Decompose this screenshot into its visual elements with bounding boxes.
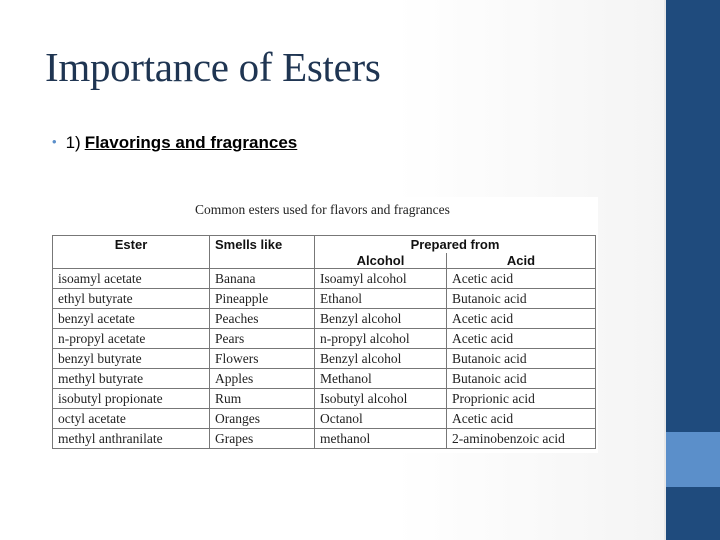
cell-smell: Peaches (210, 309, 315, 329)
cell-smell: Oranges (210, 409, 315, 429)
cell-ester: isobutyl propionate (53, 389, 210, 409)
cell-alcohol: n-propyl alcohol (315, 329, 447, 349)
table-row (53, 429, 596, 449)
header-ester: Ester (53, 236, 210, 254)
cell-ester: benzyl butyrate (53, 349, 210, 369)
bullet-dot-icon: • (52, 134, 57, 149)
cell-smell: Apples (210, 369, 315, 389)
cell-alcohol: Isoamyl alcohol (315, 269, 447, 289)
cell-ester: isoamyl acetate (53, 269, 210, 289)
cell-acid: Acetic acid (447, 329, 596, 349)
table-row (53, 389, 596, 409)
header-smells-spacer (210, 253, 315, 269)
header-alcohol: Alcohol (315, 253, 447, 269)
cell-smell: Flowers (210, 349, 315, 369)
cell-acid: Butanoic acid (447, 289, 596, 309)
table-row (53, 329, 596, 349)
esters-table-figure (50, 197, 598, 453)
cell-smell: Grapes (210, 429, 315, 449)
cell-acid: Acetic acid (447, 269, 596, 289)
cell-smell: Banana (210, 269, 315, 289)
cell-ester: ethyl butyrate (53, 289, 210, 309)
cell-smell: Pears (210, 329, 315, 349)
cell-alcohol: Benzyl alcohol (315, 309, 447, 329)
header-ester-spacer (53, 253, 210, 269)
cell-ester: n-propyl acetate (53, 329, 210, 349)
cell-ester: benzyl acetate (53, 309, 210, 329)
cell-ester: methyl anthranilate (53, 429, 210, 449)
cell-alcohol: methanol (315, 429, 447, 449)
header-prepared-from: Prepared from (315, 236, 596, 254)
cell-acid: Acetic acid (447, 409, 596, 429)
cell-ester: octyl acetate (53, 409, 210, 429)
cell-acid: 2-aminobenzoic acid (447, 429, 596, 449)
table-row (53, 349, 596, 369)
cell-acid: Acetic acid (447, 309, 596, 329)
table-caption: Common esters used for flavors and fragrances (195, 202, 450, 217)
header-smells-like: Smells like (210, 236, 315, 254)
cell-ester: methyl butyrate (53, 369, 210, 389)
cell-smell: Rum (210, 389, 315, 409)
cell-smell: Pineapple (210, 289, 315, 309)
cell-acid: Proprionic acid (447, 389, 596, 409)
cell-alcohol: Benzyl alcohol (315, 349, 447, 369)
cell-alcohol: Octanol (315, 409, 447, 429)
table-row (53, 409, 596, 429)
slide-title: Importance of Esters (45, 44, 381, 90)
table-row (53, 369, 596, 389)
esters-table (52, 235, 596, 449)
cell-acid: Butanoic acid (447, 349, 596, 369)
cell-alcohol: Methanol (315, 369, 447, 389)
header-acid: Acid (447, 253, 596, 269)
bullet-item (52, 133, 297, 153)
bullet-text: Flavorings and fragrances (84, 133, 298, 152)
cell-acid: Butanoic acid (447, 369, 596, 389)
table-row (53, 309, 596, 329)
bullet-number: 1) (65, 133, 81, 152)
table-row (53, 269, 596, 289)
cell-alcohol: Ethanol (315, 289, 447, 309)
sidebar-accent-block (666, 432, 720, 487)
table-row (53, 289, 596, 309)
cell-alcohol: Isobutyl alcohol (315, 389, 447, 409)
